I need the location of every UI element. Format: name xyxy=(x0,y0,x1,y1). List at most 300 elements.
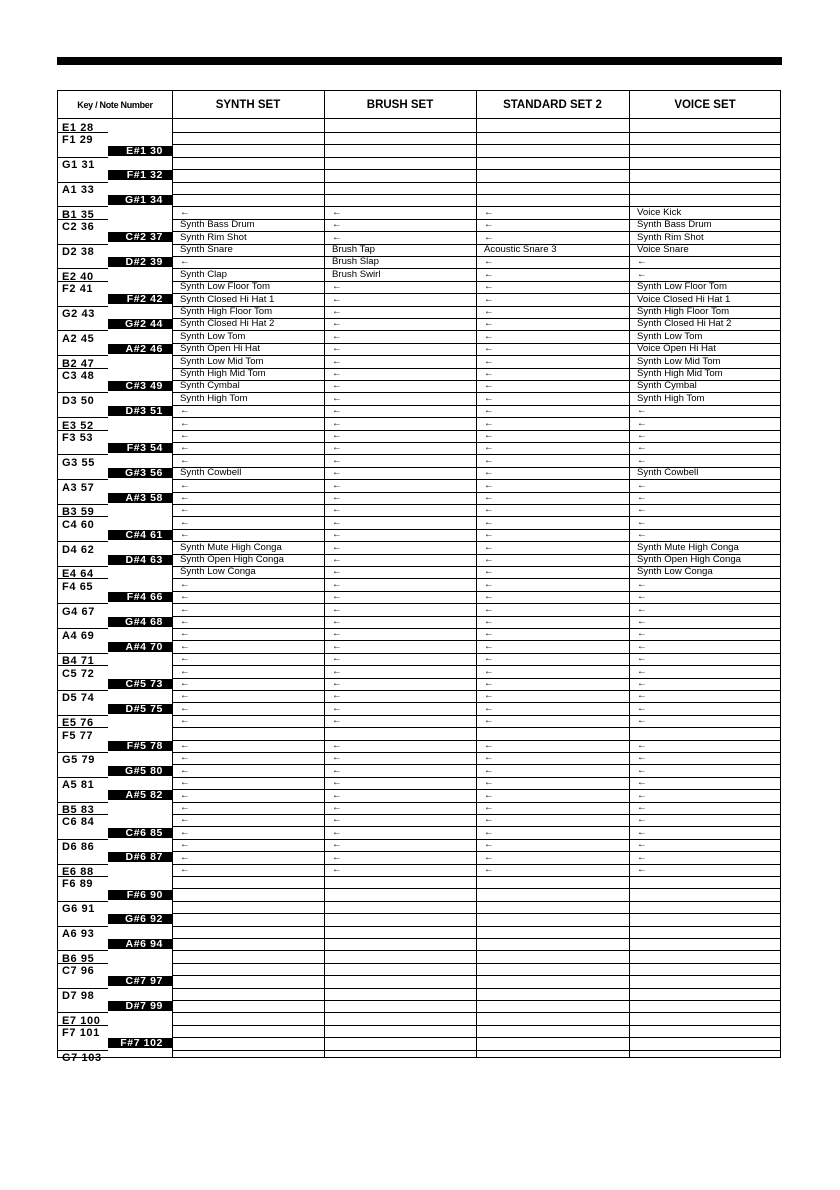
cell-synth: ← xyxy=(180,851,190,863)
cell-voice: ← xyxy=(637,715,647,727)
white-key-label: A1 33 xyxy=(62,184,95,196)
row-divider xyxy=(172,702,780,703)
row-divider xyxy=(172,653,780,654)
cell-brush: ← xyxy=(332,368,342,379)
cell-voice: ← xyxy=(637,405,647,417)
cell-voice: ← xyxy=(637,826,647,838)
white-key-label: G5 79 xyxy=(62,754,95,767)
row-divider xyxy=(172,1012,780,1013)
cell-brush: ← xyxy=(332,591,342,603)
black-key-label: D#5 75 xyxy=(108,704,172,714)
white-key-label: C4 60 xyxy=(62,518,95,531)
white-key-label: E6 88 xyxy=(62,866,94,878)
white-key-label: C7 96 xyxy=(62,965,95,978)
cell-standard: ← xyxy=(484,430,494,441)
cell-brush: ← xyxy=(332,764,342,776)
cell-standard: ← xyxy=(484,591,494,603)
row-divider xyxy=(172,988,780,989)
cell-brush: ← xyxy=(332,430,342,441)
cell-standard: ← xyxy=(484,603,494,615)
cell-synth: ← xyxy=(180,826,190,838)
cell-voice: ← xyxy=(637,740,647,751)
cell-standard: ← xyxy=(484,380,494,392)
column-divider xyxy=(629,91,630,1057)
key-divider xyxy=(58,306,108,307)
cell-synth: ← xyxy=(180,777,190,789)
row-divider xyxy=(172,268,780,269)
cell-standard: ← xyxy=(484,392,494,404)
row-divider xyxy=(172,789,780,790)
black-key-label: C#2 37 xyxy=(108,232,172,242)
row-divider xyxy=(172,1037,780,1038)
cell-voice: ← xyxy=(637,678,647,689)
row-divider xyxy=(172,1025,780,1026)
row-divider xyxy=(172,1050,780,1051)
cell-voice: ← xyxy=(637,653,647,665)
cell-voice: ← xyxy=(637,702,647,714)
cell-synth: ← xyxy=(180,802,190,813)
row-divider xyxy=(172,591,780,592)
cell-synth: Synth Closed Hi Hat 2 xyxy=(180,318,275,330)
row-divider xyxy=(172,690,780,691)
white-key-label: A6 93 xyxy=(62,928,95,940)
cell-voice: Synth Low Floor Tom xyxy=(637,281,727,293)
key-divider xyxy=(58,665,108,666)
row-divider xyxy=(172,454,780,455)
black-key-label: C#6 85 xyxy=(108,828,172,838)
key-divider xyxy=(58,603,108,604)
row-divider xyxy=(172,640,780,641)
cell-voice: Synth Open High Conga xyxy=(637,554,741,565)
row-divider xyxy=(172,752,780,753)
key-divider xyxy=(58,281,108,282)
black-key-label: C#4 61 xyxy=(108,530,172,540)
cell-synth: Synth Rim Shot xyxy=(180,231,247,243)
cell-brush: Brush Slap xyxy=(332,256,379,268)
cell-synth: Synth Low Mid Tom xyxy=(180,355,264,367)
cell-brush: ← xyxy=(332,231,342,243)
cell-synth: Synth High Tom xyxy=(180,392,248,404)
cell-voice: ← xyxy=(637,591,647,603)
row-divider xyxy=(172,244,780,245)
key-divider xyxy=(58,504,108,505)
cell-standard: ← xyxy=(484,492,494,503)
cell-voice: ← xyxy=(637,603,647,615)
cell-synth: ← xyxy=(180,516,190,528)
key-divider xyxy=(58,950,108,951)
black-key-label: C#3 49 xyxy=(108,381,172,391)
cell-standard: ← xyxy=(484,330,494,342)
cell-brush: ← xyxy=(332,715,342,727)
cell-synth: ← xyxy=(180,740,190,751)
black-key-label: D#2 39 xyxy=(108,257,172,267)
key-divider xyxy=(58,802,108,803)
white-key-label: G6 91 xyxy=(62,903,95,916)
row-divider xyxy=(172,616,780,617)
row-divider xyxy=(172,628,780,629)
key-divider xyxy=(58,988,108,989)
white-key-label: G4 67 xyxy=(62,605,95,618)
key-divider xyxy=(58,926,108,927)
cell-synth: ← xyxy=(180,206,190,218)
white-key-label: B6 95 xyxy=(62,952,95,965)
black-key-label: D#7 99 xyxy=(108,1001,172,1011)
black-key-label: G#1 34 xyxy=(108,195,172,205)
white-key-label: F1 29 xyxy=(62,134,94,147)
row-divider xyxy=(172,529,780,530)
cell-standard: ← xyxy=(484,665,494,677)
cell-voice: ← xyxy=(637,864,647,875)
key-divider xyxy=(58,368,108,369)
row-divider xyxy=(172,888,780,889)
cell-standard: ← xyxy=(484,826,494,838)
cell-standard: ← xyxy=(484,653,494,665)
black-key-label: A#3 58 xyxy=(108,493,172,503)
cell-standard: ← xyxy=(484,640,494,652)
row-divider xyxy=(172,479,780,480)
cell-synth: ← xyxy=(180,578,190,590)
cell-synth: Synth Open High Conga xyxy=(180,554,284,565)
key-divider xyxy=(58,206,108,207)
cell-brush: ← xyxy=(332,616,342,627)
header-standard-set-2: STANDARD SET 2 xyxy=(503,99,602,111)
cell-voice: ← xyxy=(637,851,647,863)
white-key-label: C2 36 xyxy=(62,221,95,234)
cell-brush: ← xyxy=(332,492,342,503)
white-key-label: D7 98 xyxy=(62,990,95,1002)
key-divider xyxy=(58,1050,108,1051)
row-divider xyxy=(172,802,780,803)
row-divider xyxy=(172,950,780,951)
cell-voice: ← xyxy=(637,529,647,541)
key-divider xyxy=(58,653,108,654)
cell-synth: ← xyxy=(180,405,190,417)
cell-brush: Brush Tap xyxy=(332,244,376,255)
row-divider xyxy=(172,678,780,679)
cell-synth: ← xyxy=(180,690,190,702)
key-divider xyxy=(58,417,108,418)
key-divider xyxy=(58,1012,108,1013)
cell-standard: ← xyxy=(484,740,494,751)
cell-standard: ← xyxy=(484,516,494,528)
key-divider xyxy=(58,355,108,356)
key-divider xyxy=(58,268,108,269)
cell-synth: ← xyxy=(180,417,190,429)
cell-standard: ← xyxy=(484,479,494,491)
cell-synth: ← xyxy=(180,640,190,652)
row-divider xyxy=(172,169,780,170)
column-divider xyxy=(172,91,173,1057)
cell-standard: ← xyxy=(484,752,494,764)
cell-synth: Synth Cowbell xyxy=(180,467,242,479)
cell-voice: ← xyxy=(637,628,647,640)
cell-synth: Synth Snare xyxy=(180,244,233,255)
column-divider xyxy=(476,91,477,1057)
black-key-label: C#5 73 xyxy=(108,679,172,689)
cell-voice: Synth High Floor Tom xyxy=(637,306,730,317)
cell-voice: ← xyxy=(637,789,647,801)
cell-synth: ← xyxy=(180,715,190,727)
cell-brush: ← xyxy=(332,343,342,355)
cell-brush: ← xyxy=(332,417,342,429)
cell-standard: ← xyxy=(484,529,494,541)
cell-voice: Synth Low Tom xyxy=(637,330,703,342)
cell-synth: Synth Low Tom xyxy=(180,330,246,342)
black-key-label: A#6 94 xyxy=(108,939,172,949)
black-key-label: G#3 56 xyxy=(108,468,172,478)
row-divider xyxy=(172,975,780,976)
key-divider xyxy=(58,430,108,431)
cell-brush: ← xyxy=(332,504,342,516)
cell-synth: Synth Low Conga xyxy=(180,566,256,578)
key-divider xyxy=(58,628,108,629)
row-divider xyxy=(172,516,780,517)
black-key-label: G#4 68 xyxy=(108,617,172,627)
row-divider xyxy=(172,182,780,183)
cell-voice: Synth Cymbal xyxy=(637,380,697,392)
cell-synth: ← xyxy=(180,665,190,677)
cell-synth: ← xyxy=(180,591,190,603)
cell-synth: ← xyxy=(180,839,190,851)
cell-brush: ← xyxy=(332,380,342,392)
row-divider xyxy=(172,851,780,852)
cell-synth: ← xyxy=(180,789,190,801)
cell-brush: ← xyxy=(332,454,342,466)
black-key-label: G#2 44 xyxy=(108,319,172,329)
cell-voice: Synth Closed Hi Hat 2 xyxy=(637,318,732,330)
key-divider xyxy=(58,963,108,964)
white-key-label: F2 41 xyxy=(62,283,94,296)
cell-voice: ← xyxy=(637,839,647,851)
header-synth-set: SYNTH SET xyxy=(215,99,281,111)
cell-standard: ← xyxy=(484,678,494,689)
black-key-label: F#3 54 xyxy=(108,443,172,453)
cell-synth: Synth Cymbal xyxy=(180,380,240,392)
cell-synth: ← xyxy=(180,430,190,441)
key-divider xyxy=(58,876,108,877)
cell-synth: ← xyxy=(180,864,190,875)
key-divider xyxy=(58,864,108,865)
black-key-label: F#6 90 xyxy=(108,890,172,900)
row-divider xyxy=(172,578,780,579)
black-key-label: F#2 42 xyxy=(108,294,172,304)
white-key-label: F6 89 xyxy=(62,878,94,891)
cell-brush: ← xyxy=(332,640,342,652)
cell-voice: Voice Kick xyxy=(637,206,682,218)
cell-standard: ← xyxy=(484,343,494,355)
cell-synth: ← xyxy=(180,702,190,714)
white-key-label: E5 76 xyxy=(62,717,94,730)
cell-standard: ← xyxy=(484,355,494,367)
cell-brush: Brush Swirl xyxy=(332,268,381,280)
cell-standard: Acoustic Snare 3 xyxy=(484,244,557,255)
cell-standard: ← xyxy=(484,578,494,590)
row-divider xyxy=(172,492,780,493)
cell-synth: ← xyxy=(180,764,190,776)
cell-synth: ← xyxy=(180,616,190,627)
black-key-label: D#3 51 xyxy=(108,406,172,416)
black-key-label: F#7 102 xyxy=(108,1038,172,1048)
cell-brush: ← xyxy=(332,665,342,677)
cell-brush: ← xyxy=(332,442,342,454)
cell-voice: ← xyxy=(637,814,647,826)
row-divider xyxy=(172,926,780,927)
white-key-label: G7 103 xyxy=(62,1052,102,1064)
white-key-label: B5 83 xyxy=(62,804,95,816)
cell-standard: ← xyxy=(484,231,494,243)
cell-synth: ← xyxy=(180,492,190,503)
key-divider xyxy=(58,219,108,220)
cell-synth: ← xyxy=(180,529,190,541)
cell-standard: ← xyxy=(484,281,494,293)
cell-voice: ← xyxy=(637,492,647,503)
white-key-label: E2 40 xyxy=(62,270,94,283)
cell-voice: Synth Bass Drum xyxy=(637,219,712,231)
cell-standard: ← xyxy=(484,802,494,813)
cell-standard: ← xyxy=(484,554,494,565)
key-divider xyxy=(58,839,108,840)
cell-brush: ← xyxy=(332,802,342,813)
black-key-label: D#4 63 xyxy=(108,555,172,565)
cell-standard: ← xyxy=(484,814,494,826)
cell-brush: ← xyxy=(332,678,342,689)
cell-brush: ← xyxy=(332,653,342,665)
black-key-label: F#1 32 xyxy=(108,170,172,180)
cell-synth: ← xyxy=(180,653,190,665)
cell-standard: ← xyxy=(484,715,494,727)
cell-synth: Synth Low Floor Tom xyxy=(180,281,270,293)
cell-brush: ← xyxy=(332,603,342,615)
cell-brush: ← xyxy=(332,578,342,590)
cell-brush: ← xyxy=(332,851,342,863)
cell-synth: ← xyxy=(180,256,190,268)
white-key-label: G2 43 xyxy=(62,308,95,320)
cell-standard: ← xyxy=(484,616,494,627)
row-divider xyxy=(172,963,780,964)
cell-synth: ← xyxy=(180,479,190,491)
cell-synth: ← xyxy=(180,678,190,689)
white-key-label: D2 38 xyxy=(62,246,95,258)
black-key-label: C#7 97 xyxy=(108,976,172,986)
black-key-label: F#4 66 xyxy=(108,592,172,602)
key-divider xyxy=(58,516,108,517)
drum-set-table xyxy=(57,90,781,1064)
row-divider xyxy=(172,814,780,815)
cell-standard: ← xyxy=(484,504,494,516)
cell-voice: Synth Cowbell xyxy=(637,467,699,479)
cell-voice: ← xyxy=(637,616,647,627)
cell-voice: Voice Closed Hi Hat 1 xyxy=(637,293,731,305)
cell-voice: ← xyxy=(637,665,647,677)
white-key-label: E1 28 xyxy=(62,122,94,134)
cell-synth: ← xyxy=(180,752,190,764)
key-divider xyxy=(58,330,108,331)
black-key-label: E#1 30 xyxy=(108,146,172,156)
cell-synth: ← xyxy=(180,442,190,454)
cell-brush: ← xyxy=(332,355,342,367)
cell-standard: ← xyxy=(484,442,494,454)
cell-synth: ← xyxy=(180,504,190,516)
row-divider xyxy=(172,913,780,914)
cell-brush: ← xyxy=(332,206,342,218)
cell-synth: ← xyxy=(180,814,190,826)
key-divider xyxy=(58,157,108,158)
cell-brush: ← xyxy=(332,529,342,541)
cell-standard: ← xyxy=(484,368,494,379)
key-divider xyxy=(58,777,108,778)
cell-synth: Synth High Mid Tom xyxy=(180,368,266,379)
key-divider xyxy=(58,901,108,902)
cell-brush: ← xyxy=(332,219,342,231)
cell-standard: ← xyxy=(484,789,494,801)
cell-standard: ← xyxy=(484,256,494,268)
cell-standard: ← xyxy=(484,318,494,330)
black-key-label: A#2 46 xyxy=(108,344,172,354)
cell-voice: ← xyxy=(637,578,647,590)
cell-synth: Synth Open Hi Hat xyxy=(180,343,260,355)
cell-standard: ← xyxy=(484,293,494,305)
white-key-label: F4 65 xyxy=(62,580,94,593)
cell-brush: ← xyxy=(332,479,342,491)
white-key-label: D5 74 xyxy=(62,692,95,705)
white-key-label: F7 101 xyxy=(62,1027,100,1040)
white-key-label: F3 53 xyxy=(62,432,94,444)
header-voice-set: VOICE SET xyxy=(674,99,736,111)
cell-voice: Synth Mute High Conga xyxy=(637,541,739,553)
cell-voice: Synth Low Conga xyxy=(637,566,713,578)
cell-synth: Synth High Floor Tom xyxy=(180,306,273,317)
cell-standard: ← xyxy=(484,777,494,789)
row-divider xyxy=(172,430,780,431)
row-divider xyxy=(172,442,780,443)
cell-standard: ← xyxy=(484,541,494,553)
key-divider xyxy=(58,566,108,567)
key-divider xyxy=(58,479,108,480)
row-divider xyxy=(172,1000,780,1001)
cell-standard: ← xyxy=(484,306,494,317)
white-key-label: A4 69 xyxy=(62,630,95,643)
cell-standard: ← xyxy=(484,268,494,280)
white-key-label: D6 86 xyxy=(62,841,95,854)
cell-voice: ← xyxy=(637,504,647,516)
white-key-label: A3 57 xyxy=(62,481,95,494)
cell-standard: ← xyxy=(484,839,494,851)
row-divider xyxy=(172,157,780,158)
row-divider xyxy=(172,206,780,207)
cell-brush: ← xyxy=(332,566,342,578)
white-key-label: E3 52 xyxy=(62,419,94,432)
cell-voice: ← xyxy=(637,777,647,789)
white-key-label: E7 100 xyxy=(62,1014,101,1027)
cell-brush: ← xyxy=(332,814,342,826)
cell-brush: ← xyxy=(332,330,342,342)
row-divider xyxy=(172,715,780,716)
cell-brush: ← xyxy=(332,516,342,528)
cell-voice: ← xyxy=(637,764,647,776)
cell-standard: ← xyxy=(484,851,494,863)
key-divider xyxy=(58,132,108,133)
cell-voice: ← xyxy=(637,430,647,441)
cell-brush: ← xyxy=(332,864,342,875)
cell-brush: ← xyxy=(332,789,342,801)
cell-synth: Synth Bass Drum xyxy=(180,219,255,231)
cell-standard: ← xyxy=(484,702,494,714)
cell-synth: ← xyxy=(180,628,190,640)
row-divider xyxy=(172,405,780,406)
row-divider xyxy=(172,740,780,741)
white-key-label: E4 64 xyxy=(62,568,94,581)
cell-standard: ← xyxy=(484,405,494,417)
